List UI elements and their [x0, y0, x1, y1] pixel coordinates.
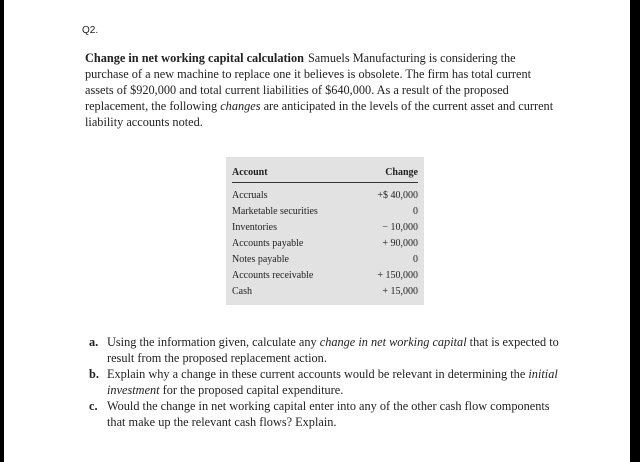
account-name: Accounts receivable	[232, 270, 314, 281]
table-row	[232, 222, 418, 237]
header-divider	[232, 182, 418, 183]
change-column-header: Change	[385, 167, 418, 178]
item-label: a.	[89, 335, 99, 349]
change-value: 0	[413, 254, 418, 265]
item-emphasis: initial investment	[107, 367, 558, 397]
change-value: + 150,000	[377, 270, 418, 281]
problem-statement	[85, 50, 555, 130]
problem-text-1: Samuels Manufacturing is considering the purchase of a new machine to replace one it believes is obsolete. The firm has total current assets of $920,000 and total current liabilities of $640,000. As a result of the proposed replacement, the following	[85, 51, 532, 113]
change-value: + 90,000	[382, 238, 418, 249]
table-row	[232, 238, 418, 253]
table-row	[232, 286, 418, 301]
change-value: + 15,000	[382, 286, 418, 297]
problem-emphasis: changes	[220, 99, 261, 113]
list-item	[85, 366, 565, 398]
account-name: Cash	[232, 286, 252, 297]
table-row	[232, 190, 418, 205]
table-row	[232, 270, 418, 285]
list-item	[85, 398, 565, 430]
question-list	[85, 334, 565, 430]
change-value: +$ 40,000	[377, 190, 418, 201]
account-name: Accounts payable	[232, 238, 304, 249]
item-label: c.	[89, 399, 98, 413]
problem-title: Change in net working capital calculation	[85, 51, 304, 65]
change-value: − 10,000	[382, 222, 418, 233]
account-name: Accruals	[232, 190, 268, 201]
item-label: b.	[89, 367, 99, 381]
item-text-1: Would the change in net working capital enter into any of the other cash flow components that make up the relevant cash flows? Explain.	[107, 399, 550, 429]
item-emphasis: change in net working capital	[319, 335, 467, 349]
problem-text-2: are anticipated in the levels of the current asset and current liability accounts noted.	[85, 99, 554, 129]
account-column-header: Account	[232, 167, 268, 178]
account-name: Notes payable	[232, 254, 289, 265]
item-text-1: Using the information given, calculate any	[107, 335, 320, 349]
changes-table	[226, 157, 424, 305]
table-row	[232, 254, 418, 269]
item-text-2: for the proposed capital expenditure.	[159, 383, 344, 397]
item-text-2: that is expected to result from the proposed replacement action.	[107, 335, 559, 365]
item-text-1: Explain why a change in these current accounts would be relevant in determining the	[107, 367, 529, 381]
list-item	[85, 334, 565, 366]
account-name: Inventories	[232, 222, 277, 233]
account-name: Marketable securities	[232, 206, 318, 217]
document-page	[4, 0, 630, 462]
question-number: Q2.	[82, 25, 99, 36]
change-value: 0	[413, 206, 418, 217]
table-row	[232, 206, 418, 221]
